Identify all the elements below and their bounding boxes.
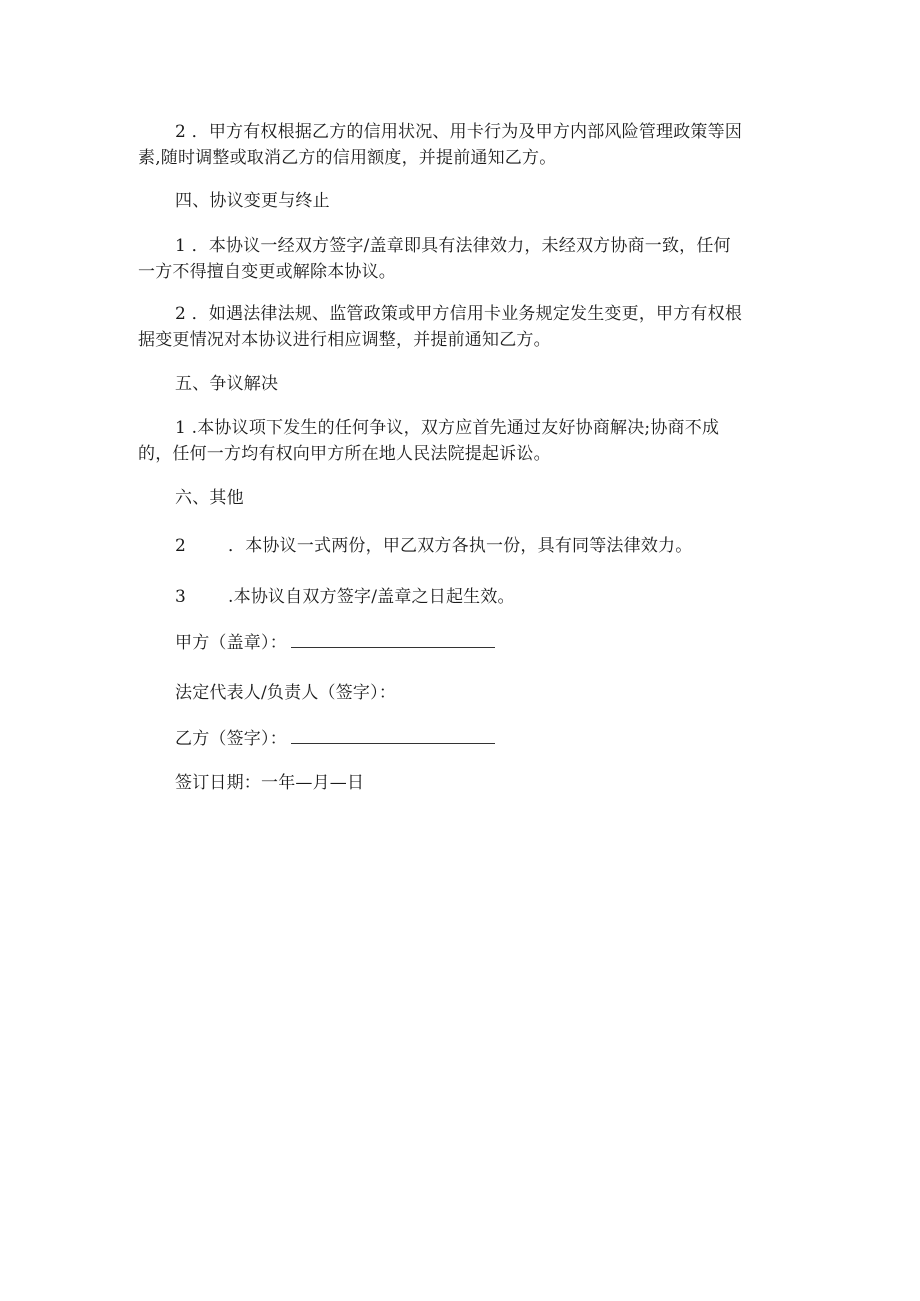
party-a-label: 甲方（盖章）： xyxy=(175,633,287,653)
clause-6-2-text: ．本协议一式两份，甲乙双方各执一份，具有同等法律效力。 xyxy=(228,536,693,556)
clause-6-2 xyxy=(175,531,788,561)
section-heading-5: 五、争议解决 xyxy=(175,374,279,394)
party-a-signature-line xyxy=(175,628,788,658)
signing-date: 签订日期：一年—月—日 xyxy=(175,773,365,793)
clause-5-1-line-2: 的，任何一方均有权向甲方所在地人民法院提起诉讼。 xyxy=(138,444,551,464)
clause-6-3-number: 3 xyxy=(175,587,187,607)
party-b-label: 乙方（签字）： xyxy=(175,729,287,749)
clause-4-2-line-1: 2 ．如遇法律法规、监管政策或甲方信用卡业务规定发生变更，甲方有权根 xyxy=(175,304,743,324)
clause-4-1-line-1: 1 ．本协议一经双方签字/盖章即具有法律效力，未经双方协商一致，任何 xyxy=(175,236,731,256)
clause-4-1-line-2: 一方不得擅自变更或解除本协议。 xyxy=(138,262,396,282)
legal-rep-label: 法定代表人/负责人（签字）： xyxy=(175,683,397,703)
clause-5-1-line-1: 1 .本协议项下发生的任何争议，双方应首先通过友好协商解决;协商不成 xyxy=(175,418,720,438)
party-b-signature-line xyxy=(175,724,788,754)
clause-3-2-line-1: 2 ．甲方有权根据乙方的信用状况、用卡行为及甲方内部风险管理政策等因 xyxy=(175,122,743,142)
party-a-blank-field[interactable] xyxy=(291,646,495,648)
clause-4-2-line-2: 据变更情况对本协议进行相应调整，并提前通知乙方。 xyxy=(138,330,551,350)
party-b-blank-field[interactable] xyxy=(291,742,495,744)
section-heading-6: 六、其他 xyxy=(175,488,244,508)
clause-6-3-text: .本协议自双方签字/盖章之日起生效。 xyxy=(228,587,515,607)
section-heading-4: 四、协议变更与终止 xyxy=(175,191,330,211)
clause-6-2-number: 2 xyxy=(175,536,187,556)
clause-6-3 xyxy=(175,582,788,612)
clause-3-2-line-2: 素,随时调整或取消乙方的信用额度，并提前通知乙方。 xyxy=(138,148,557,168)
